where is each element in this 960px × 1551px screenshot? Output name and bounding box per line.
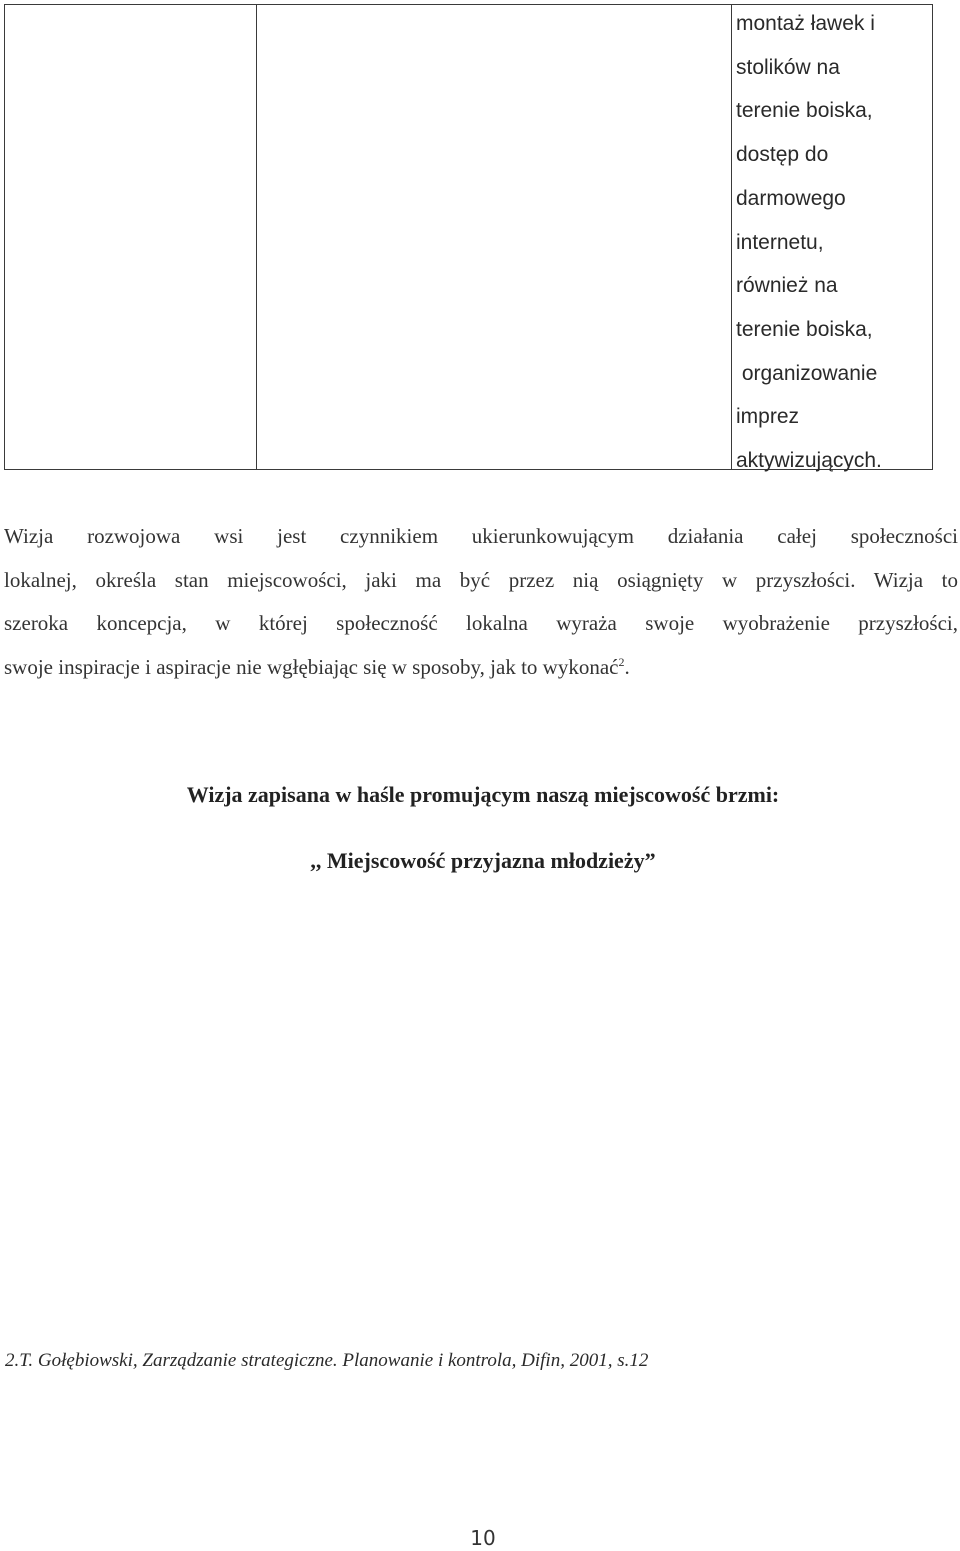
paragraph-end-punct: . [624,654,630,679]
table-cell-line: dostęp do [736,143,829,167]
table-cell-line: montaż ławek i [736,12,875,35]
table-cell-activities [736,2,926,483]
page-number: 10 [470,1526,496,1550]
paragraph-line: lokalnej, określa stan miejscowości, jaki ma być przez nią osiągnięty w przyszłości. Wizja to [4,567,958,592]
vision-slogan: ,, Miejscowość przyjazna młodzieży” [310,848,656,873]
paragraph-line: szeroka koncepcja, w której społeczność lokalna wyraża swoje wyobrażenie przyszłości, [4,611,958,635]
footnote: 2.T. Gołębiowski, Zarządzanie strategiczne. Planowanie i kontrola, Difin, 2001, s.12 [5,1350,649,1371]
table-cell-line: darmowego [736,186,846,210]
table-cell-line: internetu, [736,230,824,254]
table-cell-line: terenie boiska, [736,99,873,123]
footnote-reference[interactable]: 2 [618,654,625,669]
vision-heading: Wizja zapisana w haśle promującym naszą miejscowość brzmi: [186,782,780,807]
table-cell-line: aktywizujących. [736,449,882,473]
vision-paragraph [4,515,958,689]
paragraph-line-last [4,646,958,690]
table-cell-line: stolików na [736,55,840,79]
paragraph-line: Wizja rozwojowa wsi jest czynnikiem ukierunkowującym działania całej społeczności [4,524,958,548]
paragraph-line: swoje inspiracje i aspiracje nie wgłębiając się w sposoby, jak to wykonać [4,654,619,679]
table-column-divider [731,5,732,469]
table-cell-line: organizowanie [736,361,878,385]
table-cell-line: terenie boiska, [736,317,873,341]
table-column-divider [256,5,257,469]
table-cell-line: również na [736,274,838,298]
table-cell-line: imprez [736,405,800,429]
